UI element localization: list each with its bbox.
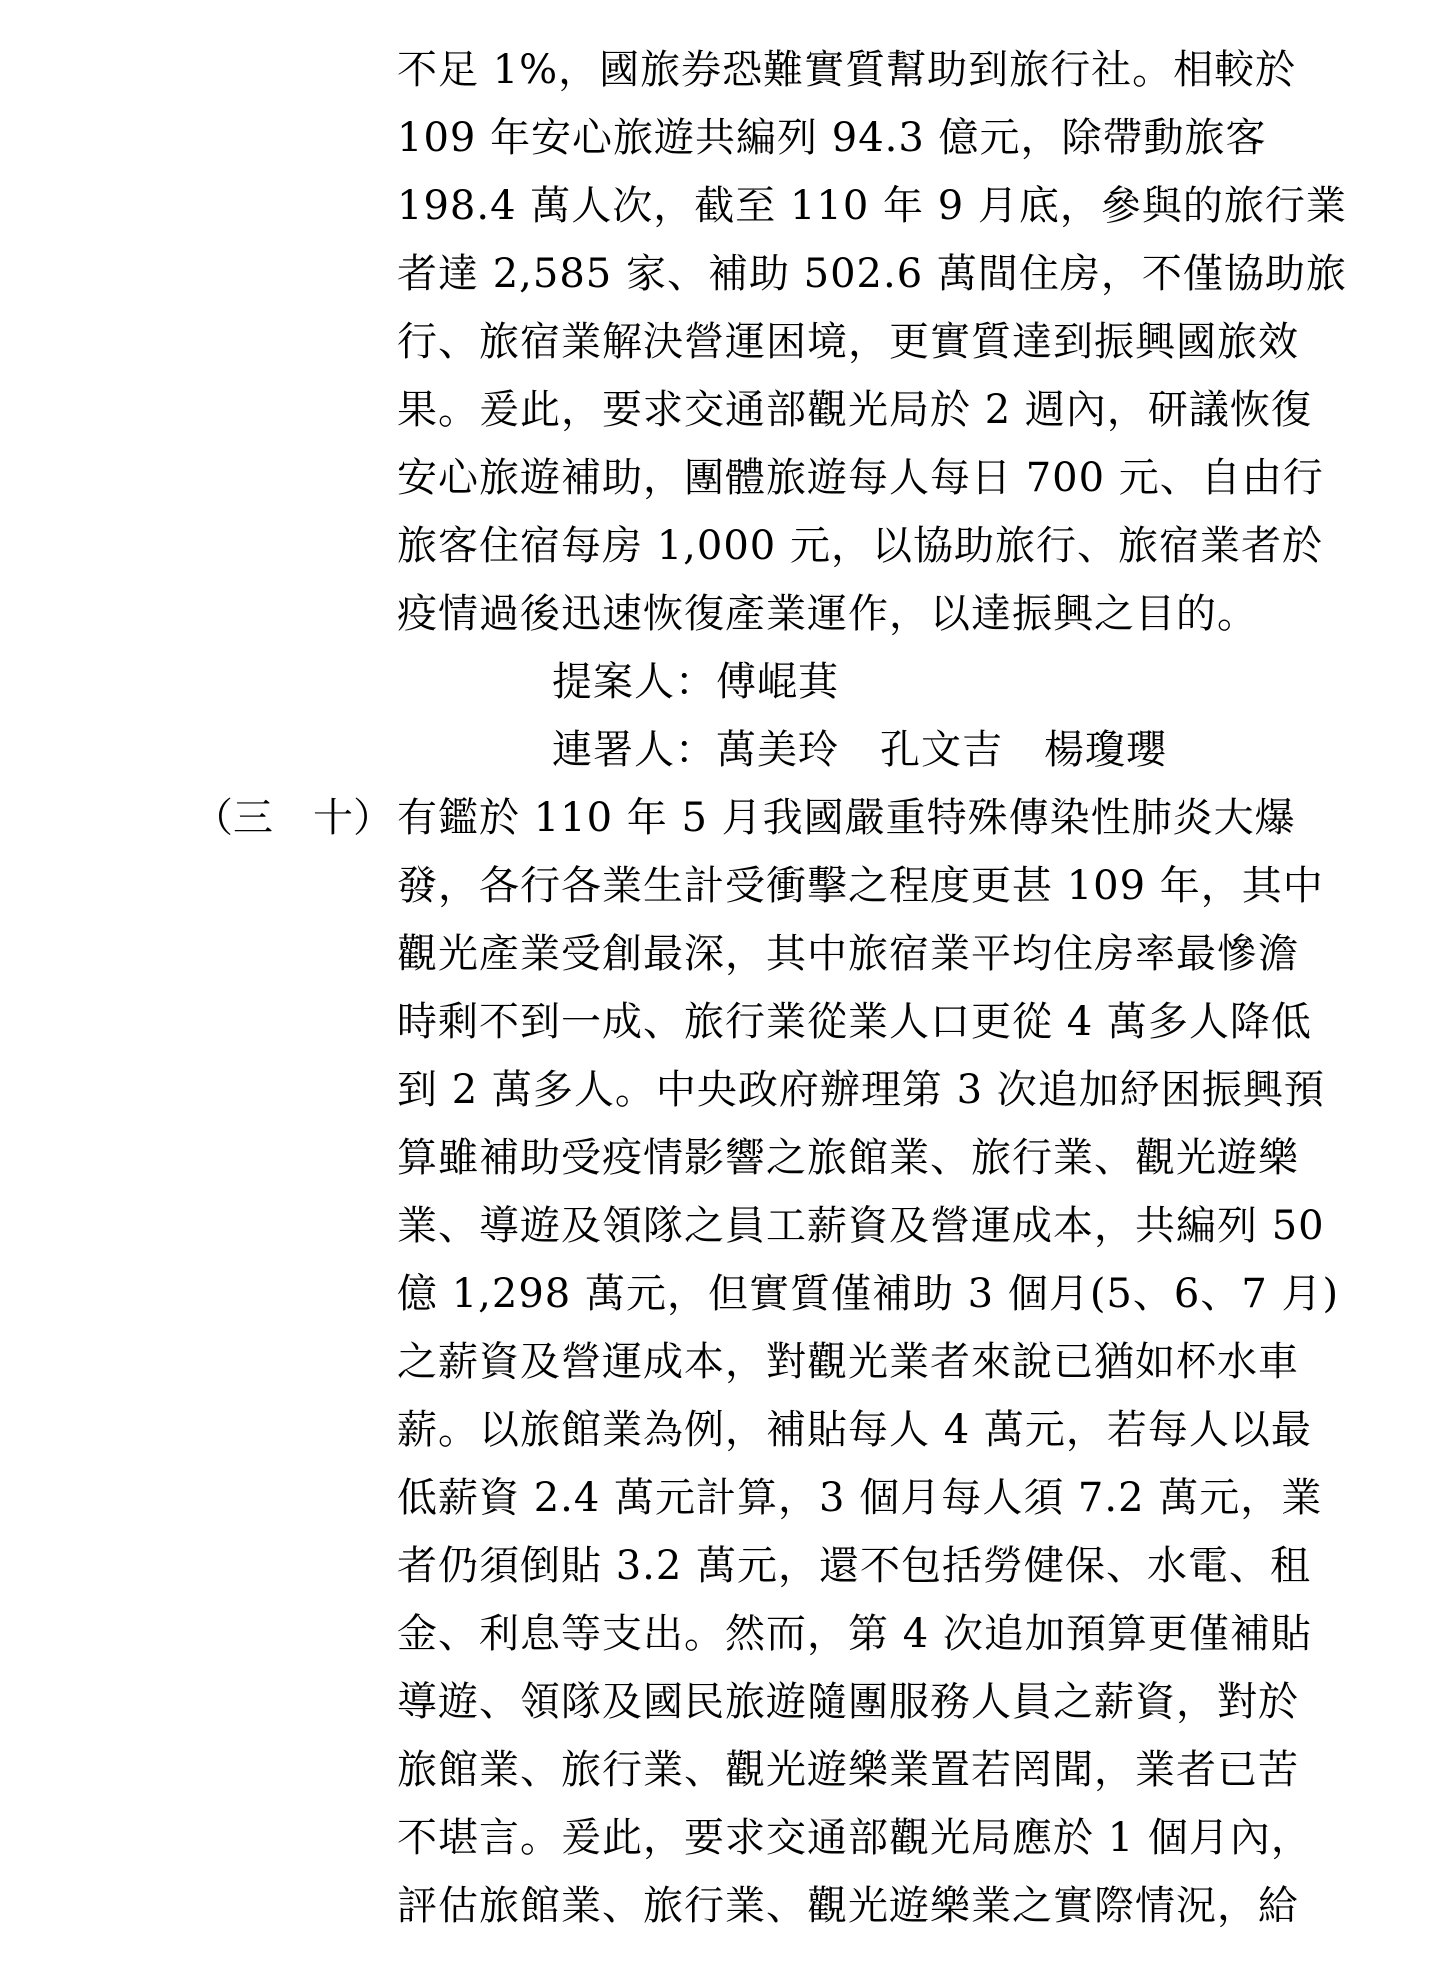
paragraph-line: 者仍須倒貼 3.2 萬元，還不包括勞健保、水電、租: [397, 1543, 1312, 1589]
cosigners-line: 連署人：萬美玲 孔文吉 楊瓊瓔: [552, 727, 1167, 773]
paragraph-line: 疫情過後迅速恢復產業運作，以達振興之目的。: [397, 591, 1258, 637]
paragraph-line: 觀光產業受創最深，其中旅宿業平均住房率最慘澹: [397, 931, 1299, 977]
paragraph-line: 低薪資 2.4 萬元計算，3 個月每人須 7.2 萬元，業: [397, 1475, 1323, 1521]
paragraph-line: 薪。以旅館業為例，補貼每人 4 萬元，若每人以最: [397, 1407, 1312, 1453]
paragraph-line: 導遊、領隊及國民旅遊隨團服務人員之薪資，對於: [397, 1679, 1299, 1725]
paragraph-line: 旅館業、旅行業、觀光遊樂業置若罔聞，業者已苦: [397, 1747, 1299, 1793]
paragraph-line: 行、旅宿業解決營運困境，更實質達到振興國旅效: [397, 319, 1299, 365]
paragraph-line: 有鑑於 110 年 5 月我國嚴重特殊傳染性肺炎大爆: [397, 795, 1296, 841]
paragraph-line: 109 年安心旅遊共編列 94.3 億元，除帶動旅客: [397, 115, 1267, 161]
paragraph-line: 安心旅遊補助，團體旅遊每人每日 700 元、自由行: [397, 455, 1324, 501]
paragraph-line: 評估旅館業、旅行業、觀光遊樂業之實際情況，給: [397, 1883, 1299, 1929]
paragraph-line: 198.4 萬人次，截至 110 年 9 月底，參與的旅行業: [397, 183, 1347, 229]
paragraph-line: 算雖補助受疫情影響之旅館業、旅行業、觀光遊樂: [397, 1135, 1299, 1181]
paragraph-line: 發，各行各業生計受衝擊之程度更甚 109 年，其中: [397, 863, 1324, 909]
paragraph-line: 金、利息等支出。然而，第 4 次追加預算更僅補貼: [397, 1611, 1312, 1657]
paragraph-line: 時剩不到一成、旅行業從業人口更從 4 萬多人降低: [397, 999, 1312, 1045]
paragraph-line: 果。爰此，要求交通部觀光局於 2 週內，研議恢復: [397, 387, 1312, 433]
paragraph-line: 旅客住宿每房 1,000 元，以協助旅行、旅宿業者於: [397, 523, 1323, 569]
paragraph-line: 業、導遊及領隊之員工薪資及營運成本，共編列 50: [397, 1203, 1325, 1249]
paragraph-line: 不堪言。爰此，要求交通部觀光局應於 1 個月內，: [397, 1815, 1312, 1861]
paragraph-line: 之薪資及營運成本，對觀光業者來說已猶如杯水車: [397, 1339, 1299, 1385]
paragraph-line: 不足 1%，國旅券恐難實質幫助到旅行社。相較於: [397, 47, 1297, 93]
paragraph-line: 者達 2,585 家、補助 502.6 萬間住房，不僅協助旅: [397, 251, 1347, 297]
item-number: （三 十）: [193, 795, 393, 841]
paragraph-line: 億 1,298 萬元，但實質僅補助 3 個月(5、6、7 月): [397, 1271, 1340, 1317]
paragraph-line: 到 2 萬多人。中央政府辦理第 3 次追加紓困振興預: [397, 1067, 1325, 1113]
proposer-line: 提案人：傅崐萁: [552, 659, 839, 705]
